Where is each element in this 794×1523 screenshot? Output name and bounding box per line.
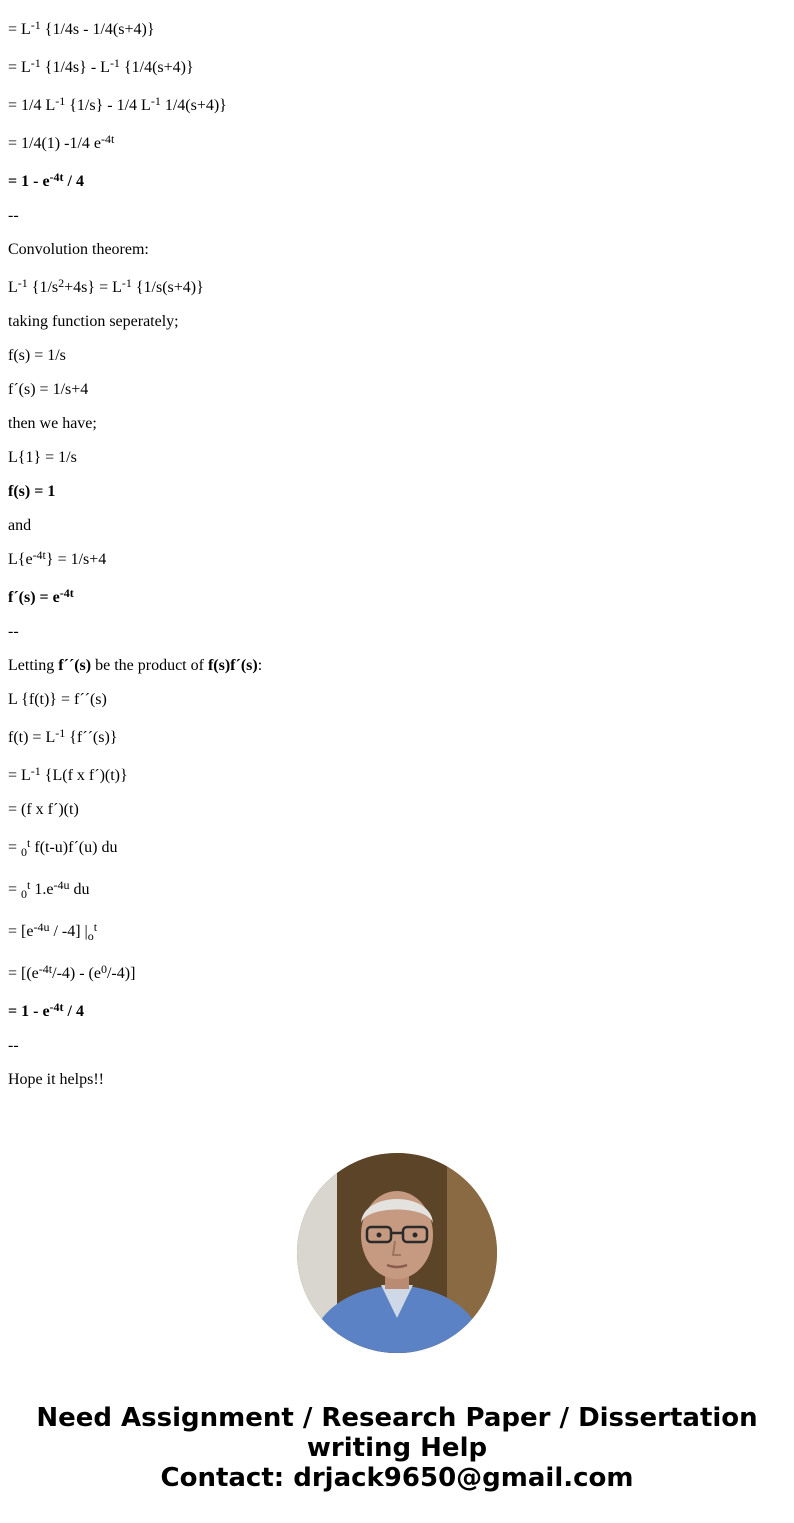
promo-banner xyxy=(0,1403,794,1493)
result-line: = $1 - e^{-4t} / 4$ xyxy=(8,1000,84,1020)
step-line: = (f x f´)(t) xyxy=(8,801,79,818)
result-line: f´(s) = $e^{-4t}$ xyxy=(8,586,74,606)
promo-line: writing Help xyxy=(306,1433,488,1463)
avatar xyxy=(297,1153,497,1353)
step-line: = $L^{-1}$ {1/4s - 1/4(s+4)} xyxy=(8,18,155,38)
step-line xyxy=(8,0,788,1)
contact-email: Contact: drjack9650@gmail.com xyxy=(160,1463,634,1493)
result-line: = $1 - e^{-4t} / 4$ xyxy=(8,170,84,190)
solution-text xyxy=(8,0,788,1089)
step-line: $f(t) = L^{-1}$ {f´´(s)} xyxy=(8,726,118,746)
step-line: and xyxy=(8,517,32,534)
step-line: = $_0^t$ f(t-u)f´(u) du xyxy=(8,836,118,859)
separator: -- xyxy=(8,207,19,224)
section-heading: Convolution theorem: xyxy=(8,241,149,258)
person-portrait-icon xyxy=(297,1153,497,1353)
promo-line: Need Assignment / Research Paper / Dissertation xyxy=(36,1403,758,1433)
step-line: Letting f´´(s) be the product of f(s)f´(s): xyxy=(8,657,263,674)
step-line: = $L^{-1}$ $\{1/4s\} - L^{-1}$ {1/4(s+4)} xyxy=(8,56,194,76)
step-line: = $_0^t$ $1.e^{-4u}$ du xyxy=(8,878,90,901)
step-line: = $[(e^{-4t}/-4) - (e^0/-4)]$ xyxy=(8,962,136,982)
separator: -- xyxy=(8,623,19,640)
step-line: f´(s) = 1/s+4 xyxy=(8,381,89,398)
closing-text: Hope it helps!! xyxy=(8,1071,104,1088)
step-line: L {f(t)} = f´´(s) xyxy=(8,691,107,708)
separator: -- xyxy=(8,1037,19,1054)
step-line: then we have; xyxy=(8,415,97,432)
step-line: = 1/4(1) -1/4 $e^{-4t}$ xyxy=(8,132,115,152)
step-line: $L\{e^{-4t}\} = 1/s+4$ xyxy=(8,548,107,568)
step-line: = $L^{-1}$ {L(f x f´)(t)} xyxy=(8,764,128,784)
step-line: = $[e^{-4u} / -4]$ $|_o^t$ xyxy=(8,920,98,943)
step-line: $L^{-1}$ $\{1/s^2+4s\} = L^{-1}$ {1/s(s+4)} xyxy=(8,276,204,296)
step-line: f(s) = 1/s xyxy=(8,347,66,364)
step-line: taking function seperately; xyxy=(8,313,179,330)
result-line: f(s) = 1 xyxy=(8,483,56,500)
step-line: L{1} = 1/s xyxy=(8,449,77,466)
step-line: = 1/4 $L^{-1}$ {1/s} - 1/4 $L^{-1}$ 1/4(s+4)} xyxy=(8,94,227,114)
